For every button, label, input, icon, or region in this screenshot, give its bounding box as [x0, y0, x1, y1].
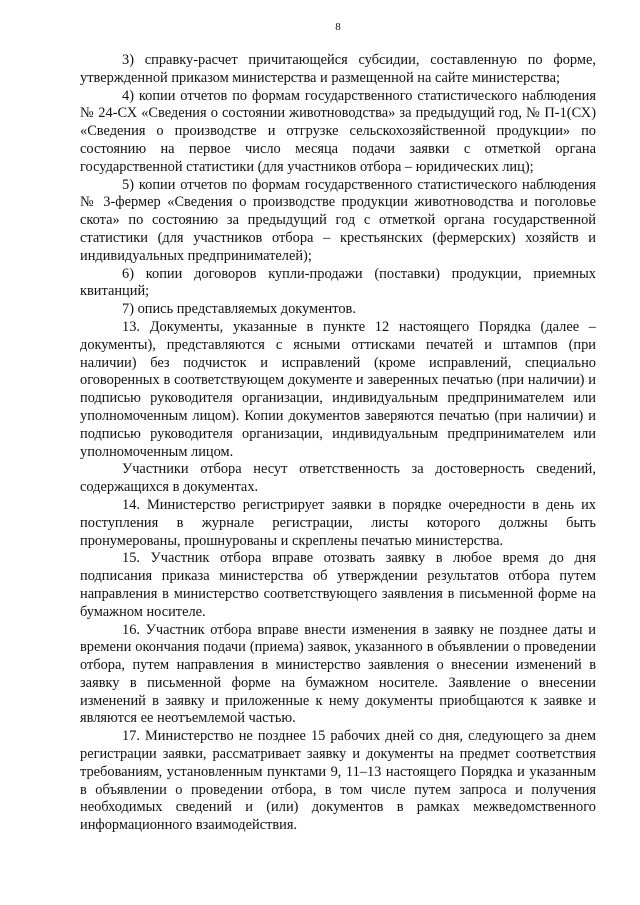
paragraph-clause-15: 15. Участник отбора вправе отозвать заявку в любое время до дня подписания приказа министерства об утверждении результатов отбора путем направления в министерство соответствующего заявления в письменной форме на бумажном носителе.: [80, 550, 596, 620]
paragraph-item-7: 7) опись представляемых документов.: [122, 301, 356, 318]
paragraph-clause-13: 13. Документы, указанные в пункте 12 настоящего Порядка (далее – документы), представляются с ясными оттисками печатей и штампов (при наличии) без подчисток и исправлений (кроме исправлений, специально оговоренных в соответствующем документе и заверенных печатью (при наличии) и подписью руководителя организации, индивидуальным предпринимателем или уполномоченным лицом). Копии документов заверяются печатью (при наличии) и подписью руководителя организации, индивидуальным предпринимателем или уполномоченным лицом.: [80, 318, 596, 460]
page-number: 8: [335, 21, 341, 33]
paragraph-clause-14: 14. Министерство регистрирует заявки в порядке очередности в день их поступления в журнале регистрации, листы которого должны быть пронумерованы, прошнурованы и скреплены печатью министерства.: [80, 496, 596, 549]
paragraph-clause-17: 17. Министерство не позднее 15 рабочих дней со дня, следующего за днем регистрации заявки, рассматривает заявку и документы на предмет соответствия требованиям, установленным пунктами 9, 11–13 настоящего Порядка и указанным в объявлении о проведении отбора, в том числе путем запроса и получения необходимых сведений и (или) документов в рамках межведомственного информационного взаимодействия.: [80, 728, 596, 834]
paragraph-clause-16: 16. Участник отбора вправе внести изменения в заявку не позднее даты и времени окончания подачи (приема) заявок, указанного в объявлении о проведении отбора, путем направления в министерство заявления о внесении изменений в заявку в письменной форме на бумажном носителе. Заявление о внесении изменений в заявку и приложенные к нему документы приобщаются к заявке и являются ее неотъемлемой частью.: [80, 621, 596, 727]
paragraph-responsibility: Участники отбора несут ответственность за достоверность сведений, содержащихся в документах.: [80, 461, 596, 496]
paragraph-item-3: 3) справку-расчет причитающейся субсидии, составленную по форме, утвержденной приказом министерства и размещенной на сайте министерства;: [80, 52, 596, 86]
paragraph-item-4: 4) копии отчетов по формам государственного статистического наблюдения № 24-СХ «Сведения о состоянии животноводства» за предыдущий год, № П-1(СХ) «Сведения о производстве и отгрузке сельскохозяйственной продукции» по состоянию на первое число месяца подачи заявки с отметкой органа государственной статистики (для участников отбора – юридических лиц);: [80, 87, 596, 175]
paragraph-item-6: 6) копии договоров купли-продажи (поставки) продукции, приемных квитанций;: [80, 265, 596, 300]
paragraph-item-5: 5) копии отчетов по формам государственного статистического наблюдения № 3-фермер «Сведения о производстве продукции животноводства и поголовье скота» по состоянию за предыдущий год с отметкой органа государственной статистики (для участников отбора – крестьянских (фермерских) хозяйств и индивидуальных предпринимателей);: [80, 176, 596, 264]
